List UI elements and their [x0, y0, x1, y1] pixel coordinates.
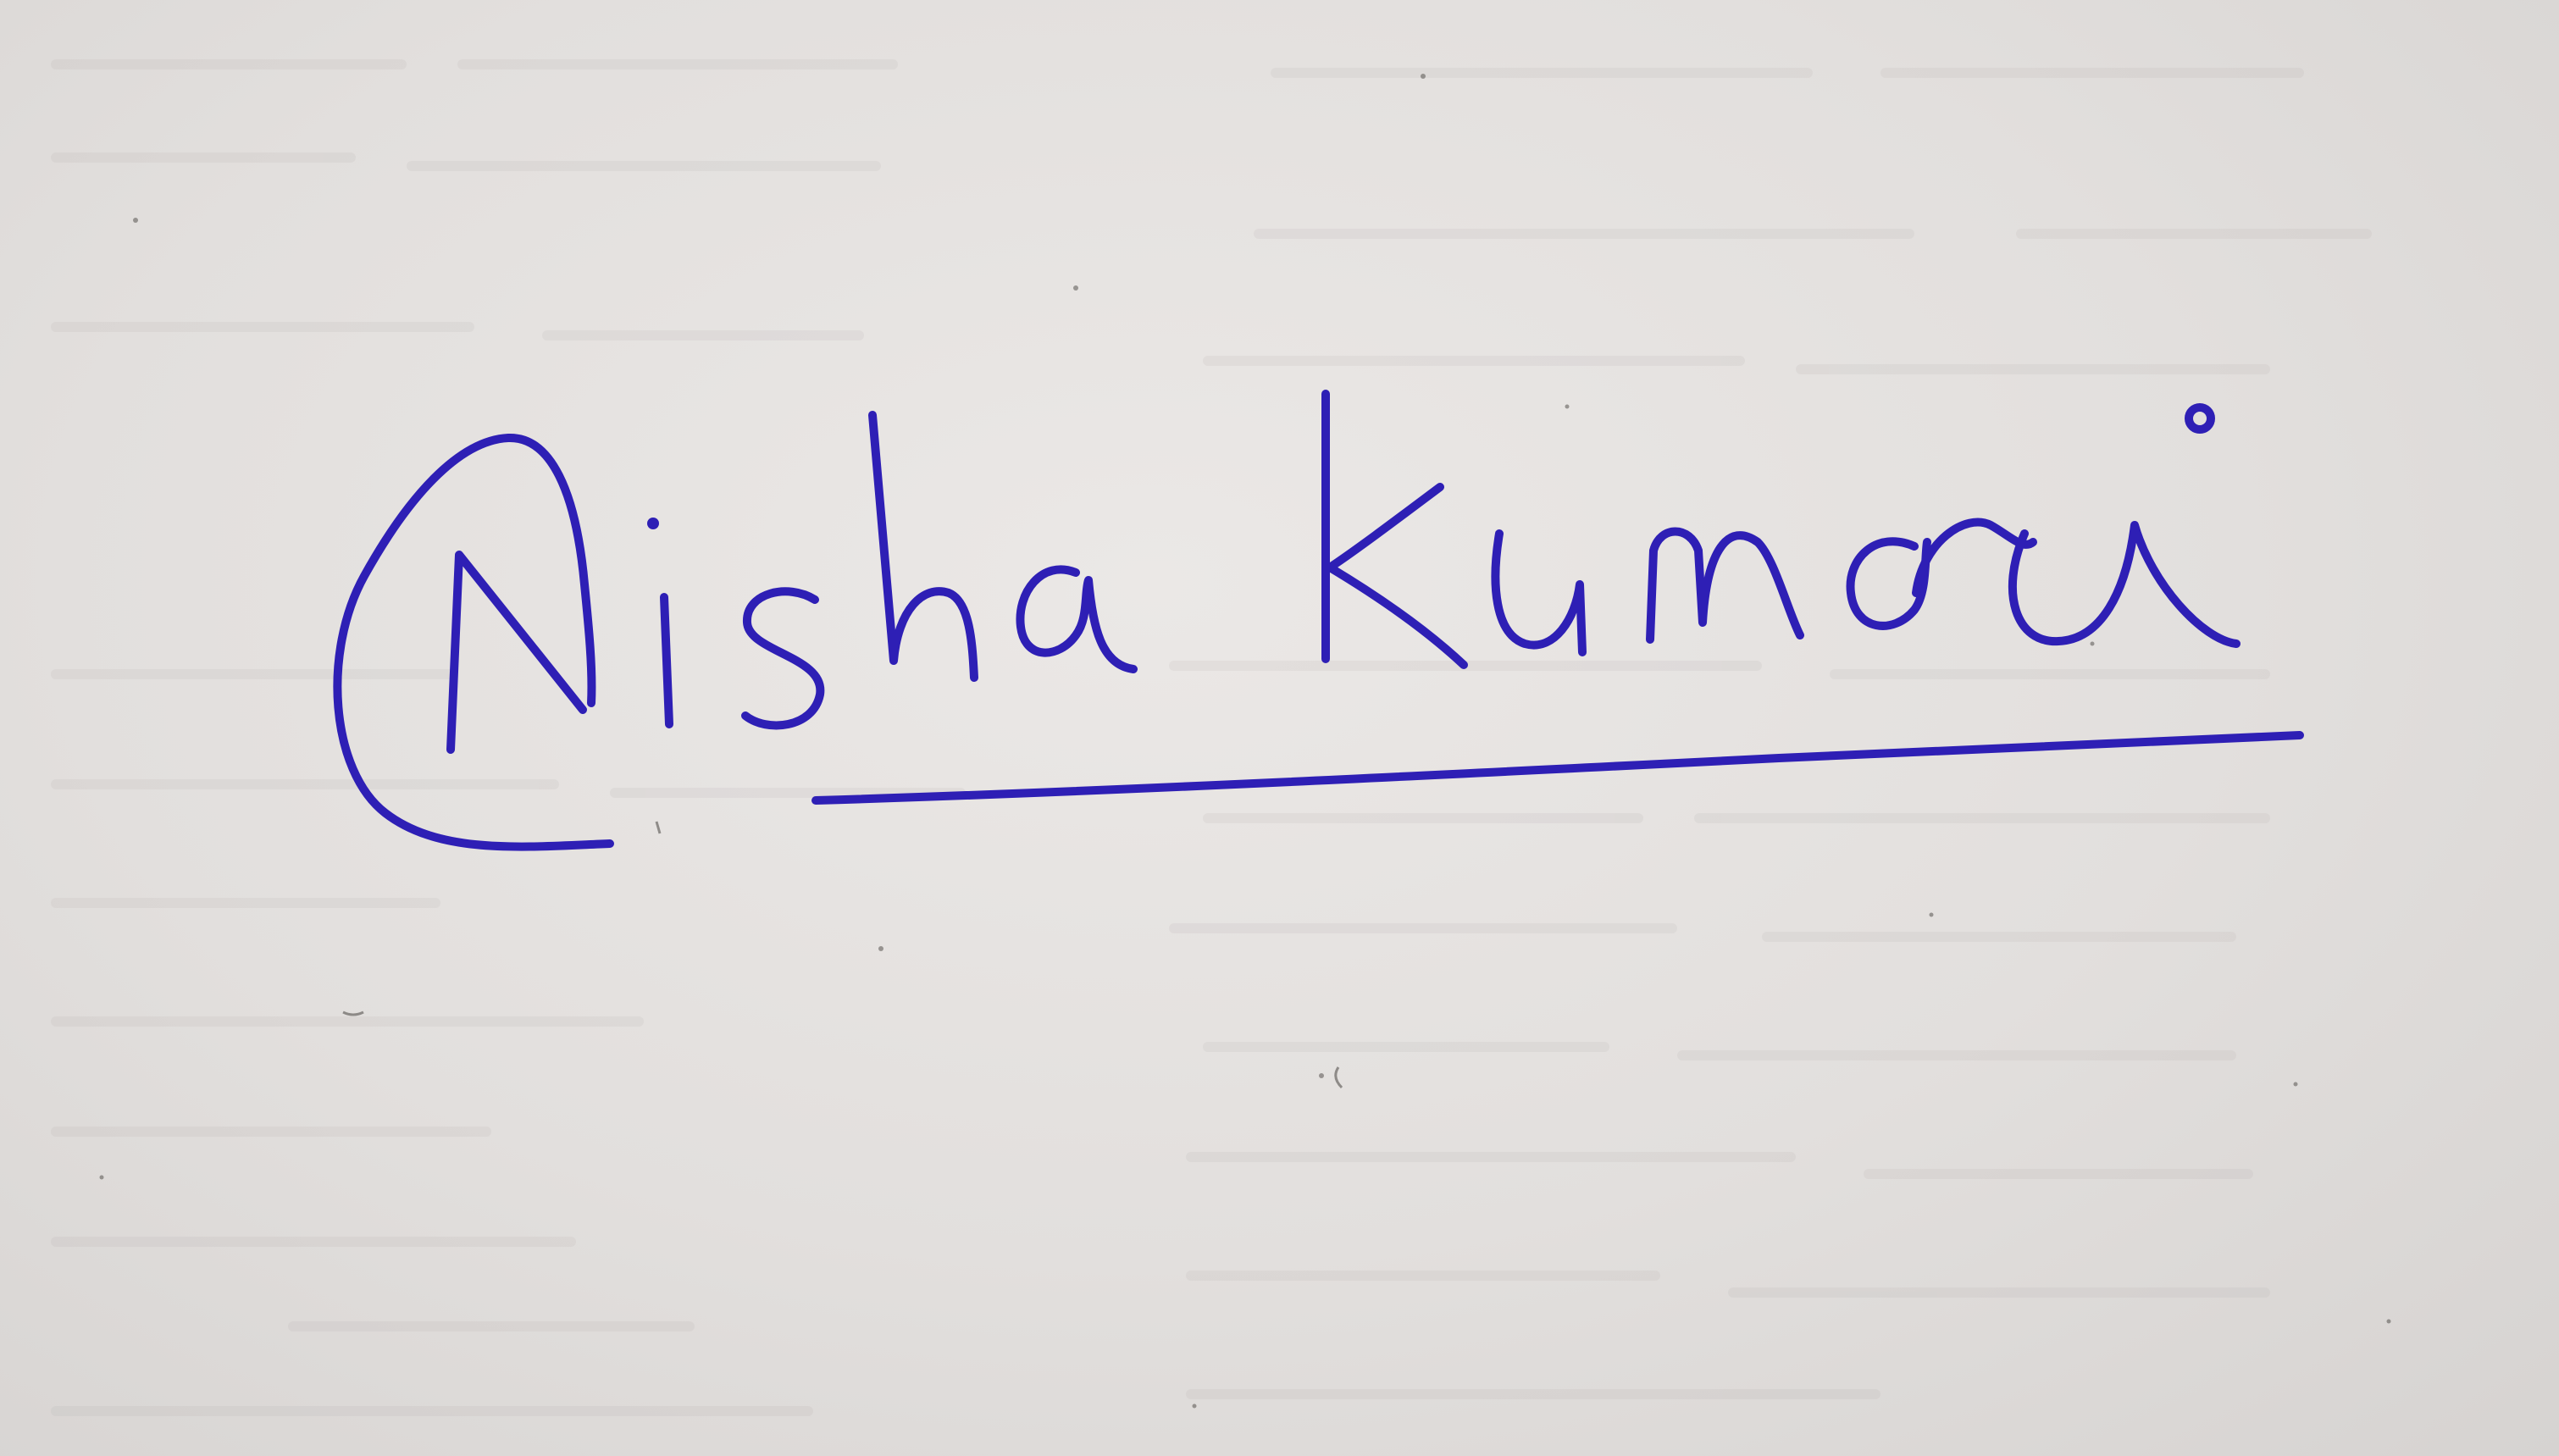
signature-letter-s — [745, 591, 820, 725]
signature-letter-i-2 — [2013, 525, 2236, 644]
signature-letter-u — [1495, 534, 1582, 652]
signature-initial-loop — [337, 438, 610, 847]
signature-letter-i-dot — [647, 518, 659, 529]
signature-letter-a — [1020, 569, 1133, 669]
signature-letter-m — [1650, 532, 1800, 640]
signature-letter-i — [664, 597, 669, 724]
signature-letter-h — [872, 415, 974, 678]
signature-letter-i-2-dot — [2189, 407, 2211, 429]
signature-letter-k — [1326, 394, 1464, 665]
signature-underline — [816, 735, 2300, 800]
signature-letter-n — [451, 555, 583, 750]
